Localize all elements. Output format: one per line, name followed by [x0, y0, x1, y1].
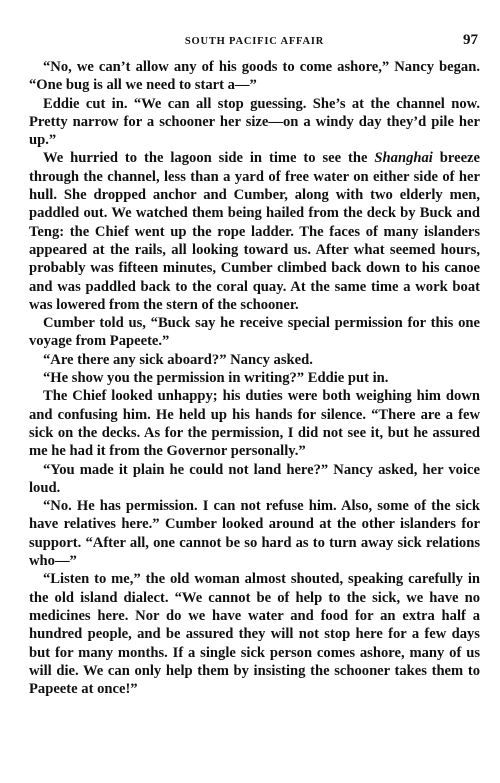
ship-name: Shanghai — [374, 150, 433, 167]
running-head — [29, 32, 480, 58]
paragraph: Eddie cut in. “We can all stop guessing. She’s at the channel now. Pretty narrow for a schooner her size—on a windy day they’d pile her up.” — [29, 95, 480, 149]
paragraph: “Are there any sick aboard?” Nancy asked. — [43, 351, 313, 368]
paragraph: “Listen to me,” the old woman almost shouted, speaking carefully in the old island dialect. “We cannot be of help to the sick, we have no medicines here. Nor do we have water and food for an extra half a hundred people, and be assured they will not stop here for a few days but for many months. If a single sick person comes ashore, many of us will die. We can only help them by insisting the schooner takes them to Papeete at once!” — [29, 571, 480, 698]
paragraph: “No. He has permission. I can not refuse him. Also, some of the sick have relatives here.” Cumber looked around at the other islanders for support. “After all, one cannot be so hard as to turn away sick relations who—” — [29, 498, 480, 570]
body-text — [29, 58, 480, 698]
paragraph: The Chief looked unhappy; his duties were both weighing him down and confusing him. He held up his hands for silence. “There are a few sick on the decks. As for the permission, I did not see it, but he assured me he had it from the Governor personally.” — [29, 388, 480, 460]
running-title: SOUTH PACIFIC AFFAIR — [184, 36, 325, 47]
paragraph: “No, we can’t allow any of his goods to come ashore,” Nancy began. “One bug is all we need to start a—” — [29, 59, 480, 94]
paragraph-text: We hurried to the lagoon side in time to see the — [43, 150, 375, 167]
paragraph — [29, 149, 480, 314]
paragraph: Cumber told us, “Buck say he receive special permission for this one voyage from Papeete.” — [29, 315, 480, 350]
paragraph-text: breeze through the channel, less than a yard of free water on either side of her hull. She dropped anchor and Cumber, along with two elderly men, paddled out. We watched them being hailed from the deck by Buck and Teng: the Chief went up the rope ladder. The faces of many islanders appeared at the rails, all looking toward us. After what seemed hours, probably was fifteen minutes, Cumber climbed back down to his canoe and was paddled back to the coral quay. At the same time a work boat was lowered from the stern of the schooner. — [29, 150, 480, 313]
paragraph: “He show you the permission in writing?” Eddie put in. — [43, 370, 389, 387]
page-number: 97 — [463, 32, 478, 48]
paragraph: “You made it plain he could not land here?” Nancy asked, her voice loud. — [29, 461, 480, 496]
